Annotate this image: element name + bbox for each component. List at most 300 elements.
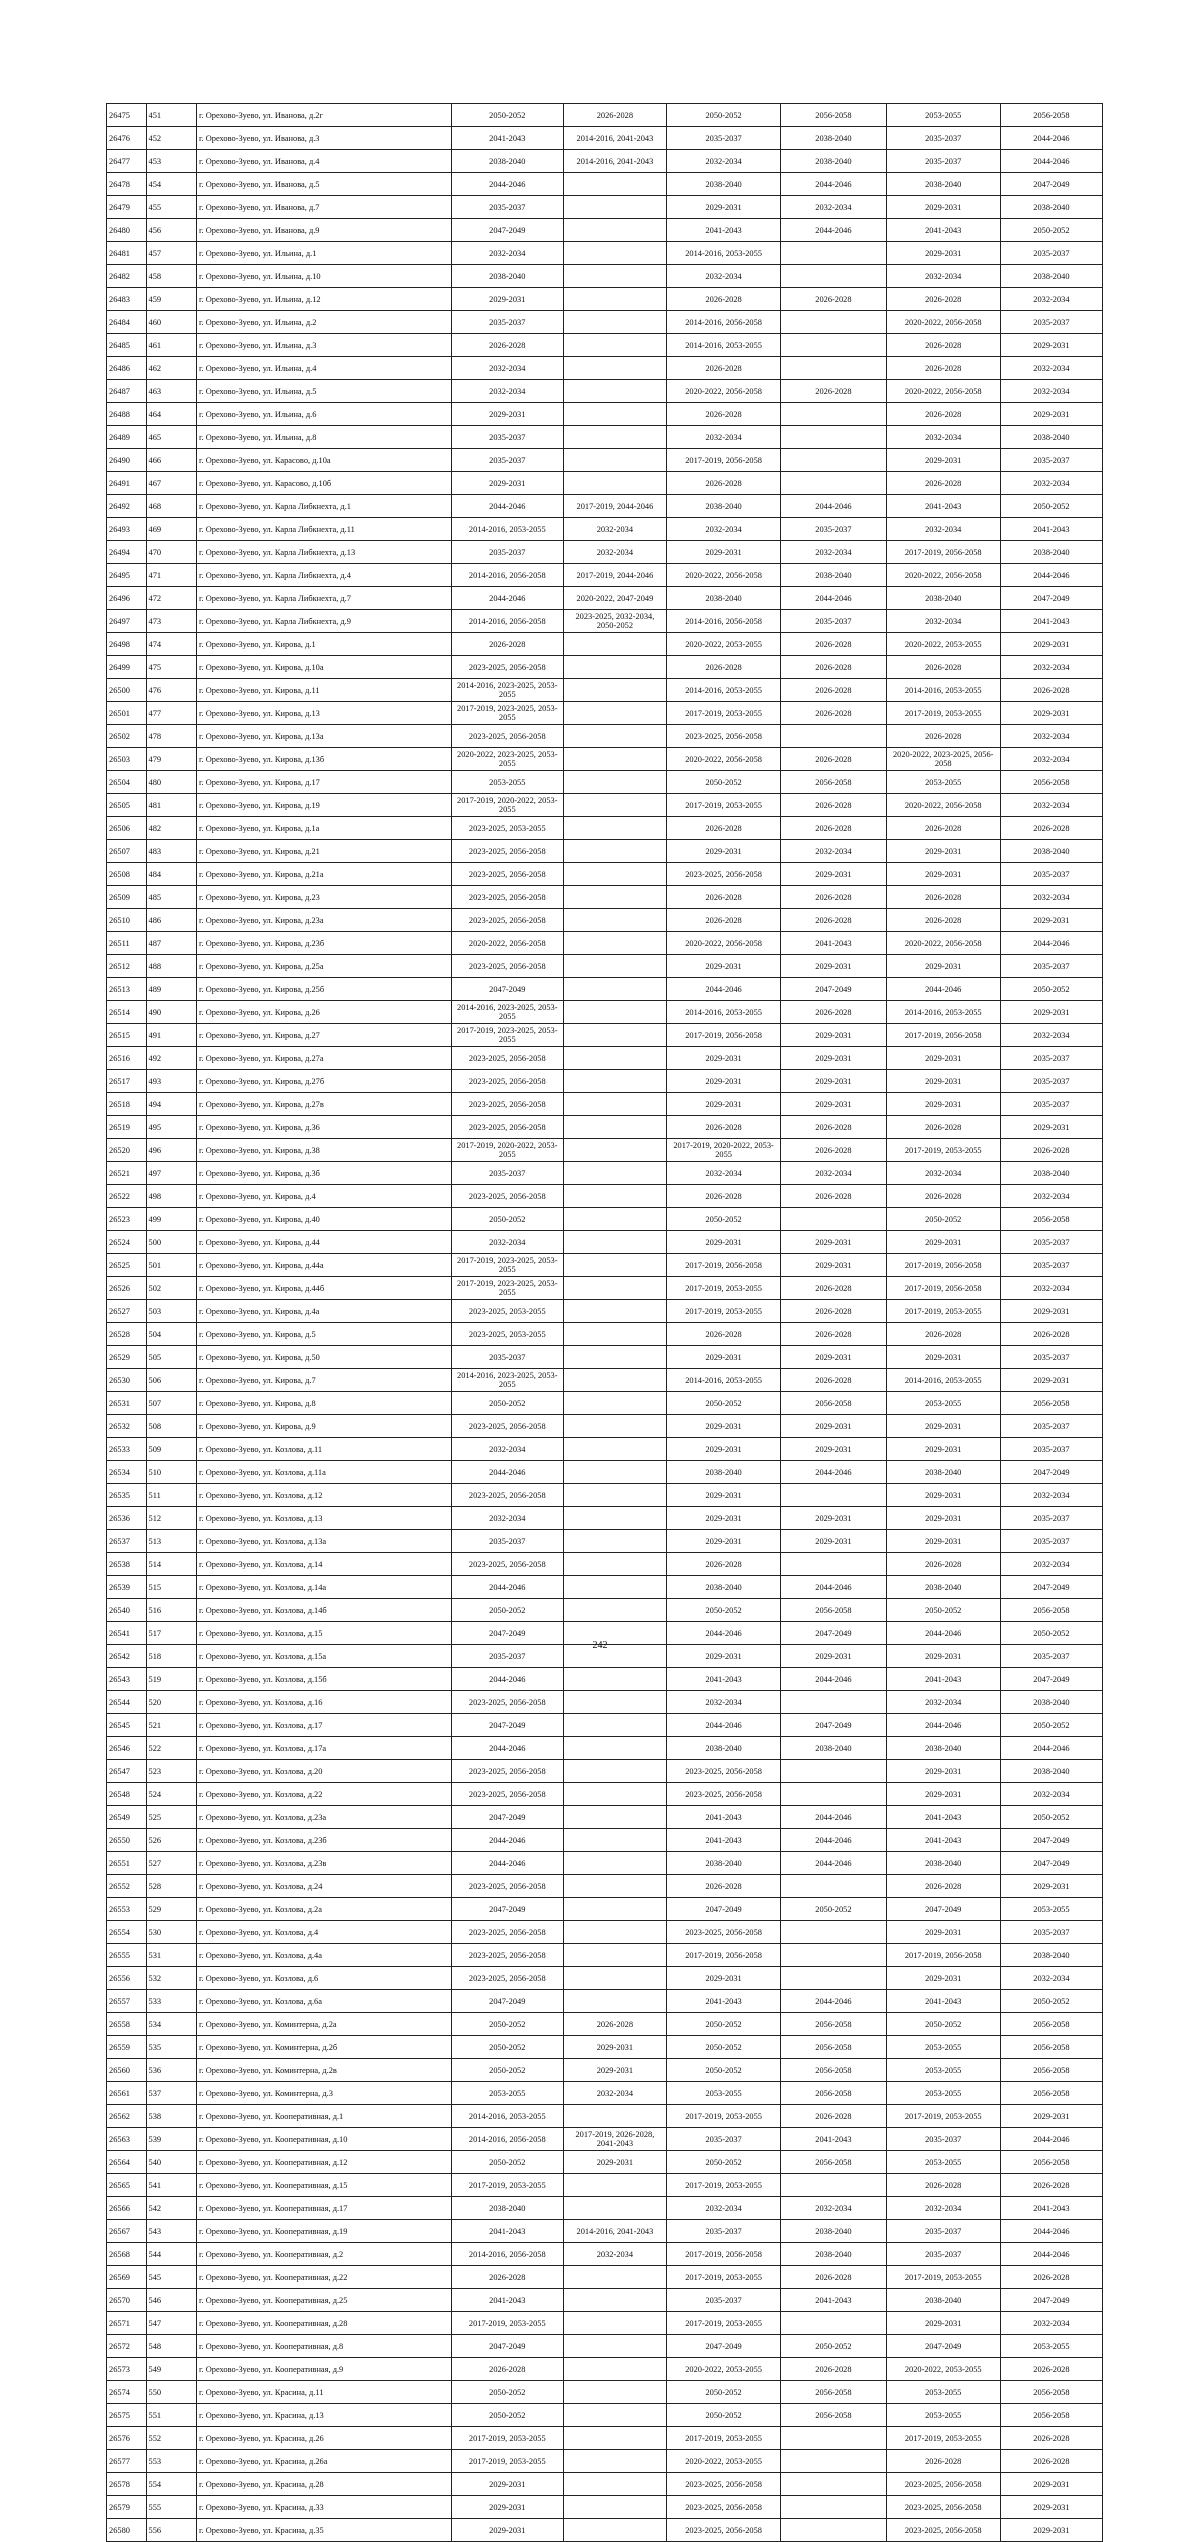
table-cell xyxy=(781,2312,886,2335)
table-cell: 456 xyxy=(146,219,197,242)
table-cell: 26484 xyxy=(107,311,147,334)
table-cell: 2053-2055 xyxy=(886,2151,1000,2174)
table-cell: 2026-2028 xyxy=(667,403,781,426)
table-cell: 2038-2040 xyxy=(667,1737,781,1760)
table-cell: 2023-2025, 2056-2058 xyxy=(451,656,563,679)
table-cell: 26510 xyxy=(107,909,147,932)
table-cell: 501 xyxy=(146,1254,197,1277)
table-cell: 2044-2046 xyxy=(781,219,886,242)
table-cell: 477 xyxy=(146,702,197,725)
table-cell: 2047-2049 xyxy=(451,1806,563,1829)
table-cell xyxy=(563,2174,666,2197)
table-cell: 2017-2019, 2053-2055 xyxy=(451,2312,563,2335)
table-cell: 2026-2028 xyxy=(886,1875,1000,1898)
table-cell: 2038-2040 xyxy=(667,495,781,518)
table-cell: 2032-2034 xyxy=(1000,1024,1102,1047)
table-cell: 552 xyxy=(146,2427,197,2450)
table-cell: 26533 xyxy=(107,1438,147,1461)
table-cell: 2038-2040 xyxy=(886,1576,1000,1599)
table-cell: 509 xyxy=(146,1438,197,1461)
table-cell: г. Орехово-Зуево, ул. Кирова, д.50 xyxy=(197,1346,452,1369)
table-cell: 2023-2025, 2053-2055 xyxy=(451,1300,563,1323)
table-cell: 2026-2028 xyxy=(886,1185,1000,1208)
table-cell: 556 xyxy=(146,2519,197,2542)
table-cell: 2035-2037 xyxy=(667,127,781,150)
table-cell: 2032-2034 xyxy=(667,150,781,173)
table-cell: 2032-2034 xyxy=(886,610,1000,633)
table-cell: 2035-2037 xyxy=(451,196,563,219)
table-cell: 26500 xyxy=(107,679,147,702)
table-cell: г. Орехово-Зуево, ул. Карла Либкнехта, д.7 xyxy=(197,587,452,610)
table-cell: 2029-2031 xyxy=(886,196,1000,219)
table-cell: 529 xyxy=(146,1898,197,1921)
table-cell: 2047-2049 xyxy=(451,1990,563,2013)
table-cell: 2035-2037 xyxy=(886,2220,1000,2243)
table-cell: 544 xyxy=(146,2243,197,2266)
table-cell: 2044-2046 xyxy=(1000,1737,1102,1760)
table-cell: 499 xyxy=(146,1208,197,1231)
table-row xyxy=(107,2082,1103,2105)
table-cell: 26561 xyxy=(107,2082,147,2105)
table-cell: 2014-2016, 2056-2058 xyxy=(451,564,563,587)
table-row xyxy=(107,587,1103,610)
table-cell: 2041-2043 xyxy=(667,1829,781,1852)
table-row xyxy=(107,771,1103,794)
table-cell: 2029-2031 xyxy=(667,1047,781,1070)
table-cell: 2056-2058 xyxy=(1000,1392,1102,1415)
table-row xyxy=(107,518,1103,541)
table-cell: 2056-2058 xyxy=(1000,2151,1102,2174)
table-cell: 2026-2028 xyxy=(667,1185,781,1208)
table-cell: 2032-2034 xyxy=(886,265,1000,288)
table-row xyxy=(107,1714,1103,1737)
table-cell xyxy=(563,2197,666,2220)
table-cell: 514 xyxy=(146,1553,197,1576)
table-cell: 26531 xyxy=(107,1392,147,1415)
table-cell: г. Орехово-Зуево, ул. Кооперативная, д.9 xyxy=(197,2358,452,2381)
table-cell: 2017-2019, 2053-2055 xyxy=(667,702,781,725)
table-cell: 2050-2052 xyxy=(886,2013,1000,2036)
table-cell: г. Орехово-Зуево, ул. Карасово, д.10б xyxy=(197,472,452,495)
table-cell: 2026-2028 xyxy=(886,1116,1000,1139)
table-row xyxy=(107,288,1103,311)
table-cell: 26498 xyxy=(107,633,147,656)
table-cell: г. Орехово-Зуево, ул. Красина, д.26 xyxy=(197,2427,452,2450)
table-cell: г. Орехово-Зуево, ул. Кирова, д.13б xyxy=(197,748,452,771)
table-row xyxy=(107,1599,1103,1622)
table-row xyxy=(107,2197,1103,2220)
table-cell: 2017-2019, 2053-2055 xyxy=(886,1139,1000,1162)
table-cell: 2044-2046 xyxy=(451,1852,563,1875)
table-cell: 502 xyxy=(146,1277,197,1300)
table-cell: 2026-2028 xyxy=(781,1369,886,1392)
table-cell: 2020-2022, 2053-2055 xyxy=(886,633,1000,656)
table-cell: г. Орехово-Зуево, ул. Кирова, д.5 xyxy=(197,1323,452,1346)
table-cell: 26551 xyxy=(107,1852,147,1875)
table-cell xyxy=(563,2450,666,2473)
table-cell: 2044-2046 xyxy=(1000,932,1102,955)
table-cell xyxy=(781,1967,886,1990)
table-cell: 2053-2055 xyxy=(886,771,1000,794)
table-cell: 2014-2016, 2053-2055 xyxy=(451,2105,563,2128)
table-row xyxy=(107,2450,1103,2473)
table-cell: 2038-2040 xyxy=(886,173,1000,196)
table-row xyxy=(107,104,1103,127)
table-cell: 2017-2019, 2056-2058 xyxy=(886,541,1000,564)
table-row xyxy=(107,1484,1103,1507)
table-row xyxy=(107,1162,1103,1185)
table-cell: 26570 xyxy=(107,2289,147,2312)
table-cell: 2050-2052 xyxy=(451,2036,563,2059)
table-cell: 2026-2028 xyxy=(781,1300,886,1323)
table-cell xyxy=(781,2427,886,2450)
table-cell: 2026-2028 xyxy=(886,472,1000,495)
table-cell: 26513 xyxy=(107,978,147,1001)
table-cell: 26520 xyxy=(107,1139,147,1162)
table-cell xyxy=(563,1185,666,1208)
table-cell: 2056-2058 xyxy=(781,2404,886,2427)
table-cell: 2038-2040 xyxy=(667,1576,781,1599)
table-cell: г. Орехово-Зуево, ул. Коминтерна, д.2а xyxy=(197,2013,452,2036)
table-cell xyxy=(563,2105,666,2128)
table-cell xyxy=(563,1162,666,1185)
table-cell: 530 xyxy=(146,1921,197,1944)
table-cell: 2017-2019, 2026-2028, 2041-2043 xyxy=(563,2128,666,2151)
table-cell: 2017-2019, 2056-2058 xyxy=(667,1944,781,1967)
table-cell: 500 xyxy=(146,1231,197,1254)
table-cell: 2050-2052 xyxy=(1000,1714,1102,1737)
table-cell xyxy=(563,380,666,403)
table-cell: 2032-2034 xyxy=(667,426,781,449)
table-cell: г. Орехово-Зуево, ул. Карасово, д.10а xyxy=(197,449,452,472)
table-cell xyxy=(563,196,666,219)
table-row xyxy=(107,1691,1103,1714)
table-cell: 2047-2049 xyxy=(781,1622,886,1645)
table-cell: 2023-2025, 2056-2058 xyxy=(667,2496,781,2519)
table-row xyxy=(107,2266,1103,2289)
table-cell: 26511 xyxy=(107,932,147,955)
table-cell: 2044-2046 xyxy=(451,495,563,518)
table-cell: 2029-2031 xyxy=(886,1415,1000,1438)
table-cell: 2044-2046 xyxy=(1000,564,1102,587)
table-cell: 26523 xyxy=(107,1208,147,1231)
table-cell xyxy=(563,2473,666,2496)
table-cell: 2026-2028 xyxy=(886,656,1000,679)
table-cell: 2026-2028 xyxy=(451,334,563,357)
table-cell: г. Орехово-Зуево, ул. Козлова, д.14 xyxy=(197,1553,452,1576)
table-cell xyxy=(563,1392,666,1415)
table-cell: 2029-2031 xyxy=(667,1070,781,1093)
table-cell: 2026-2028 xyxy=(886,2450,1000,2473)
table-row xyxy=(107,2013,1103,2036)
table-cell: г. Орехово-Зуево, ул. Ильина, д.3 xyxy=(197,334,452,357)
table-cell: г. Орехово-Зуево, ул. Ильина, д.6 xyxy=(197,403,452,426)
table-cell: 2056-2058 xyxy=(781,104,886,127)
table-row xyxy=(107,748,1103,771)
table-cell: 2023-2025, 2056-2058 xyxy=(451,1415,563,1438)
table-cell: г. Орехово-Зуево, ул. Кооперативная, д.22 xyxy=(197,2266,452,2289)
table-cell: г. Орехово-Зуево, ул. Ильина, д.2 xyxy=(197,311,452,334)
table-cell: 2041-2043 xyxy=(667,219,781,242)
table-cell: 2056-2058 xyxy=(1000,2013,1102,2036)
table-cell: 2017-2019, 2023-2025, 2053-2055 xyxy=(451,702,563,725)
table-cell: 547 xyxy=(146,2312,197,2335)
table-cell: 2035-2037 xyxy=(451,1645,563,1668)
table-cell: 2050-2052 xyxy=(667,771,781,794)
table-cell: 2038-2040 xyxy=(886,1737,1000,1760)
table-cell xyxy=(563,771,666,794)
table-cell: 2023-2025, 2056-2058 xyxy=(451,1875,563,1898)
table-cell xyxy=(781,449,886,472)
table-cell: г. Орехово-Зуево, ул. Кирова, д.19 xyxy=(197,794,452,817)
table-cell: 2014-2016, 2056-2058 xyxy=(451,610,563,633)
table-cell: 2029-2031 xyxy=(781,1438,886,1461)
table-cell: 2038-2040 xyxy=(781,127,886,150)
table-cell: 2020-2022, 2053-2055 xyxy=(667,633,781,656)
table-cell: 537 xyxy=(146,2082,197,2105)
table-row xyxy=(107,2519,1103,2542)
table-cell: 2038-2040 xyxy=(1000,840,1102,863)
table-row xyxy=(107,1990,1103,2013)
table-cell: г. Орехово-Зуево, ул. Кооперативная, д.12 xyxy=(197,2151,452,2174)
table-cell: 26535 xyxy=(107,1484,147,1507)
table-cell: 473 xyxy=(146,610,197,633)
table-cell: г. Орехово-Зуево, ул. Кирова, д.25а xyxy=(197,955,452,978)
table-row xyxy=(107,633,1103,656)
table-cell: 2014-2016, 2053-2055 xyxy=(886,1001,1000,1024)
table-cell: 2044-2046 xyxy=(886,978,1000,1001)
table-cell xyxy=(563,2496,666,2519)
table-cell xyxy=(563,1737,666,1760)
table-cell: 2047-2049 xyxy=(1000,1829,1102,1852)
table-row xyxy=(107,1806,1103,1829)
table-cell: 2017-2019, 2056-2058 xyxy=(667,1024,781,1047)
table-cell: 2038-2040 xyxy=(1000,541,1102,564)
table-cell: 2020-2022, 2053-2055 xyxy=(886,2358,1000,2381)
table-row xyxy=(107,679,1103,702)
table-cell: 2026-2028 xyxy=(886,334,1000,357)
table-cell: 2032-2034 xyxy=(781,1162,886,1185)
table-cell: 2029-2031 xyxy=(886,1967,1000,1990)
table-cell: 26552 xyxy=(107,1875,147,1898)
table-cell: 2026-2028 xyxy=(667,909,781,932)
table-row xyxy=(107,380,1103,403)
table-cell: 2044-2046 xyxy=(781,1829,886,1852)
table-cell: 2023-2025, 2056-2058 xyxy=(451,1070,563,1093)
table-cell: 2053-2055 xyxy=(451,2082,563,2105)
table-row xyxy=(107,242,1103,265)
table-cell: 2035-2037 xyxy=(1000,1415,1102,1438)
table-cell xyxy=(563,426,666,449)
table-cell: 26580 xyxy=(107,2519,147,2542)
table-cell: 481 xyxy=(146,794,197,817)
table-cell xyxy=(563,1139,666,1162)
table-cell xyxy=(563,1875,666,1898)
table-cell: 2032-2034 xyxy=(886,2197,1000,2220)
table-cell: 2041-2043 xyxy=(1000,518,1102,541)
table-cell: 2038-2040 xyxy=(1000,1691,1102,1714)
table-cell: 2023-2025, 2056-2058 xyxy=(451,909,563,932)
table-cell: 2029-2031 xyxy=(1000,633,1102,656)
table-cell: 2026-2028 xyxy=(667,656,781,679)
table-cell: 2035-2037 xyxy=(1000,1231,1102,1254)
table-cell: 2029-2031 xyxy=(1000,1116,1102,1139)
table-cell: 2017-2019, 2056-2058 xyxy=(667,1254,781,1277)
table-cell: 2014-2016, 2053-2055 xyxy=(886,1369,1000,1392)
table-cell: 533 xyxy=(146,1990,197,2013)
table-cell xyxy=(563,449,666,472)
table-cell: 2050-2052 xyxy=(451,1392,563,1415)
table-cell: г. Орехово-Зуево, ул. Красина, д.35 xyxy=(197,2519,452,2542)
table-cell: 2044-2046 xyxy=(1000,150,1102,173)
table-cell: 2050-2052 xyxy=(667,2381,781,2404)
table-cell: г. Орехово-Зуево, ул. Карла Либкнехта, д.4 xyxy=(197,564,452,587)
table-row xyxy=(107,1737,1103,1760)
table-cell: 2017-2019, 2020-2022, 2053-2055 xyxy=(451,794,563,817)
table-cell: 2056-2058 xyxy=(1000,771,1102,794)
table-cell xyxy=(563,1507,666,1530)
table-cell: 2038-2040 xyxy=(781,564,886,587)
table-cell: 26495 xyxy=(107,564,147,587)
table-cell: 2044-2046 xyxy=(451,1461,563,1484)
table-cell: 2038-2040 xyxy=(781,1737,886,1760)
table-cell xyxy=(563,702,666,725)
table-cell: г. Орехово-Зуево, ул. Красина, д.28 xyxy=(197,2473,452,2496)
table-cell: 539 xyxy=(146,2128,197,2151)
table-cell: 2029-2031 xyxy=(781,1024,886,1047)
table-cell: 2020-2022, 2056-2058 xyxy=(667,380,781,403)
table-cell: 2029-2031 xyxy=(1000,1369,1102,1392)
table-cell xyxy=(563,1530,666,1553)
table-cell: 498 xyxy=(146,1185,197,1208)
table-cell: 2029-2031 xyxy=(886,1484,1000,1507)
table-cell: г. Орехово-Зуево, ул. Козлова, д.15 xyxy=(197,1622,452,1645)
table-cell: 2041-2043 xyxy=(667,1990,781,2013)
table-cell: 2032-2034 xyxy=(1000,2312,1102,2335)
table-cell: 2050-2052 xyxy=(451,2013,563,2036)
table-cell: 2044-2046 xyxy=(451,1668,563,1691)
table-cell: 2023-2025, 2056-2058 xyxy=(451,1484,563,1507)
table-cell: 2032-2034 xyxy=(1000,1484,1102,1507)
table-row xyxy=(107,1507,1103,1530)
table-cell: 26543 xyxy=(107,1668,147,1691)
table-cell xyxy=(563,748,666,771)
table-cell: 2035-2037 xyxy=(886,127,1000,150)
table-cell: 2047-2049 xyxy=(667,1898,781,1921)
table-cell: 2020-2022, 2047-2049 xyxy=(563,587,666,610)
table-cell: 482 xyxy=(146,817,197,840)
table-cell: 2014-2016, 2053-2055 xyxy=(667,1001,781,1024)
table-cell: 2029-2031 xyxy=(1000,2519,1102,2542)
table-cell: 2056-2058 xyxy=(1000,104,1102,127)
table-cell: 2056-2058 xyxy=(1000,1208,1102,1231)
table-cell xyxy=(781,1921,886,1944)
table-row xyxy=(107,495,1103,518)
table-cell: 26537 xyxy=(107,1530,147,1553)
table-cell: г. Орехово-Зуево, ул. Иванова, д.9 xyxy=(197,219,452,242)
table-cell: 531 xyxy=(146,1944,197,1967)
table-cell xyxy=(781,1760,886,1783)
table-cell xyxy=(563,403,666,426)
table-cell: 2014-2016, 2056-2058 xyxy=(451,2243,563,2266)
table-cell xyxy=(563,2358,666,2381)
table-cell: 26480 xyxy=(107,219,147,242)
table-cell: 2029-2031 xyxy=(451,403,563,426)
table-cell: г. Орехово-Зуево, ул. Козлова, д.23б xyxy=(197,1829,452,1852)
table-row xyxy=(107,2335,1103,2358)
table-cell: 2026-2028 xyxy=(886,357,1000,380)
table-cell: 459 xyxy=(146,288,197,311)
table-cell: 528 xyxy=(146,1875,197,1898)
table-cell: 26483 xyxy=(107,288,147,311)
table-cell: 471 xyxy=(146,564,197,587)
table-cell: г. Орехово-Зуево, ул. Кирова, д.25б xyxy=(197,978,452,1001)
table-cell: 26487 xyxy=(107,380,147,403)
table-cell: 518 xyxy=(146,1645,197,1668)
table-cell: 2032-2034 xyxy=(1000,288,1102,311)
table-cell: 2056-2058 xyxy=(781,2059,886,2082)
table-cell: 26556 xyxy=(107,1967,147,1990)
table-cell: 2032-2034 xyxy=(1000,1185,1102,1208)
table-cell: г. Орехово-Зуево, ул. Кирова, д.21 xyxy=(197,840,452,863)
table-cell xyxy=(563,2289,666,2312)
table-cell: г. Орехово-Зуево, ул. Кирова, д.9 xyxy=(197,1415,452,1438)
table-cell: 2026-2028 xyxy=(563,2013,666,2036)
table-cell: 2047-2049 xyxy=(451,2335,563,2358)
table-cell: 2023-2025, 2056-2058 xyxy=(451,1185,563,1208)
table-cell: 2035-2037 xyxy=(451,541,563,564)
table-cell: 2044-2046 xyxy=(781,1668,886,1691)
table-cell: 2026-2028 xyxy=(781,817,886,840)
table-cell: г. Орехово-Зуево, ул. Кирова, д.3б xyxy=(197,1162,452,1185)
table-cell: 2026-2028 xyxy=(781,794,886,817)
table-cell: 2056-2058 xyxy=(781,771,886,794)
table-cell: 2035-2037 xyxy=(1000,1346,1102,1369)
table-cell: 2017-2019, 2053-2055 xyxy=(667,2427,781,2450)
table-cell: 2020-2022, 2056-2058 xyxy=(667,748,781,771)
table-cell: г. Орехово-Зуево, ул. Коминтерна, д.2в xyxy=(197,2059,452,2082)
table-cell: 26490 xyxy=(107,449,147,472)
table-cell xyxy=(563,288,666,311)
table-cell: 2026-2028 xyxy=(667,817,781,840)
table-cell: 26574 xyxy=(107,2381,147,2404)
table-cell: 2014-2016, 2053-2055 xyxy=(667,242,781,265)
table-cell: г. Орехово-Зуево, ул. Кирова, д.38 xyxy=(197,1139,452,1162)
table-cell xyxy=(781,426,886,449)
table-row xyxy=(107,311,1103,334)
table-row xyxy=(107,219,1103,242)
table-cell: 2017-2019, 2056-2058 xyxy=(667,449,781,472)
table-cell: 2017-2019, 2053-2055 xyxy=(886,2427,1000,2450)
table-cell: г. Орехово-Зуево, ул. Иванова, д.3 xyxy=(197,127,452,150)
table-cell xyxy=(563,978,666,1001)
table-cell: 513 xyxy=(146,1530,197,1553)
table-cell: 2032-2034 xyxy=(1000,725,1102,748)
table-cell: 26550 xyxy=(107,1829,147,1852)
table-cell: 2026-2028 xyxy=(781,1001,886,1024)
table-cell: 2044-2046 xyxy=(451,1737,563,1760)
table-cell: 2023-2025, 2056-2058 xyxy=(886,2496,1000,2519)
table-cell: 2017-2019, 2020-2022, 2053-2055 xyxy=(451,1139,563,1162)
table-cell: 2050-2052 xyxy=(667,2151,781,2174)
table-cell: 2044-2046 xyxy=(451,173,563,196)
table-cell: 2038-2040 xyxy=(451,150,563,173)
table-row xyxy=(107,541,1103,564)
table-cell: г. Орехово-Зуево, ул. Иванова, д.2г xyxy=(197,104,452,127)
table-cell: 2029-2031 xyxy=(451,472,563,495)
table-cell: 26549 xyxy=(107,1806,147,1829)
table-cell: 26560 xyxy=(107,2059,147,2082)
